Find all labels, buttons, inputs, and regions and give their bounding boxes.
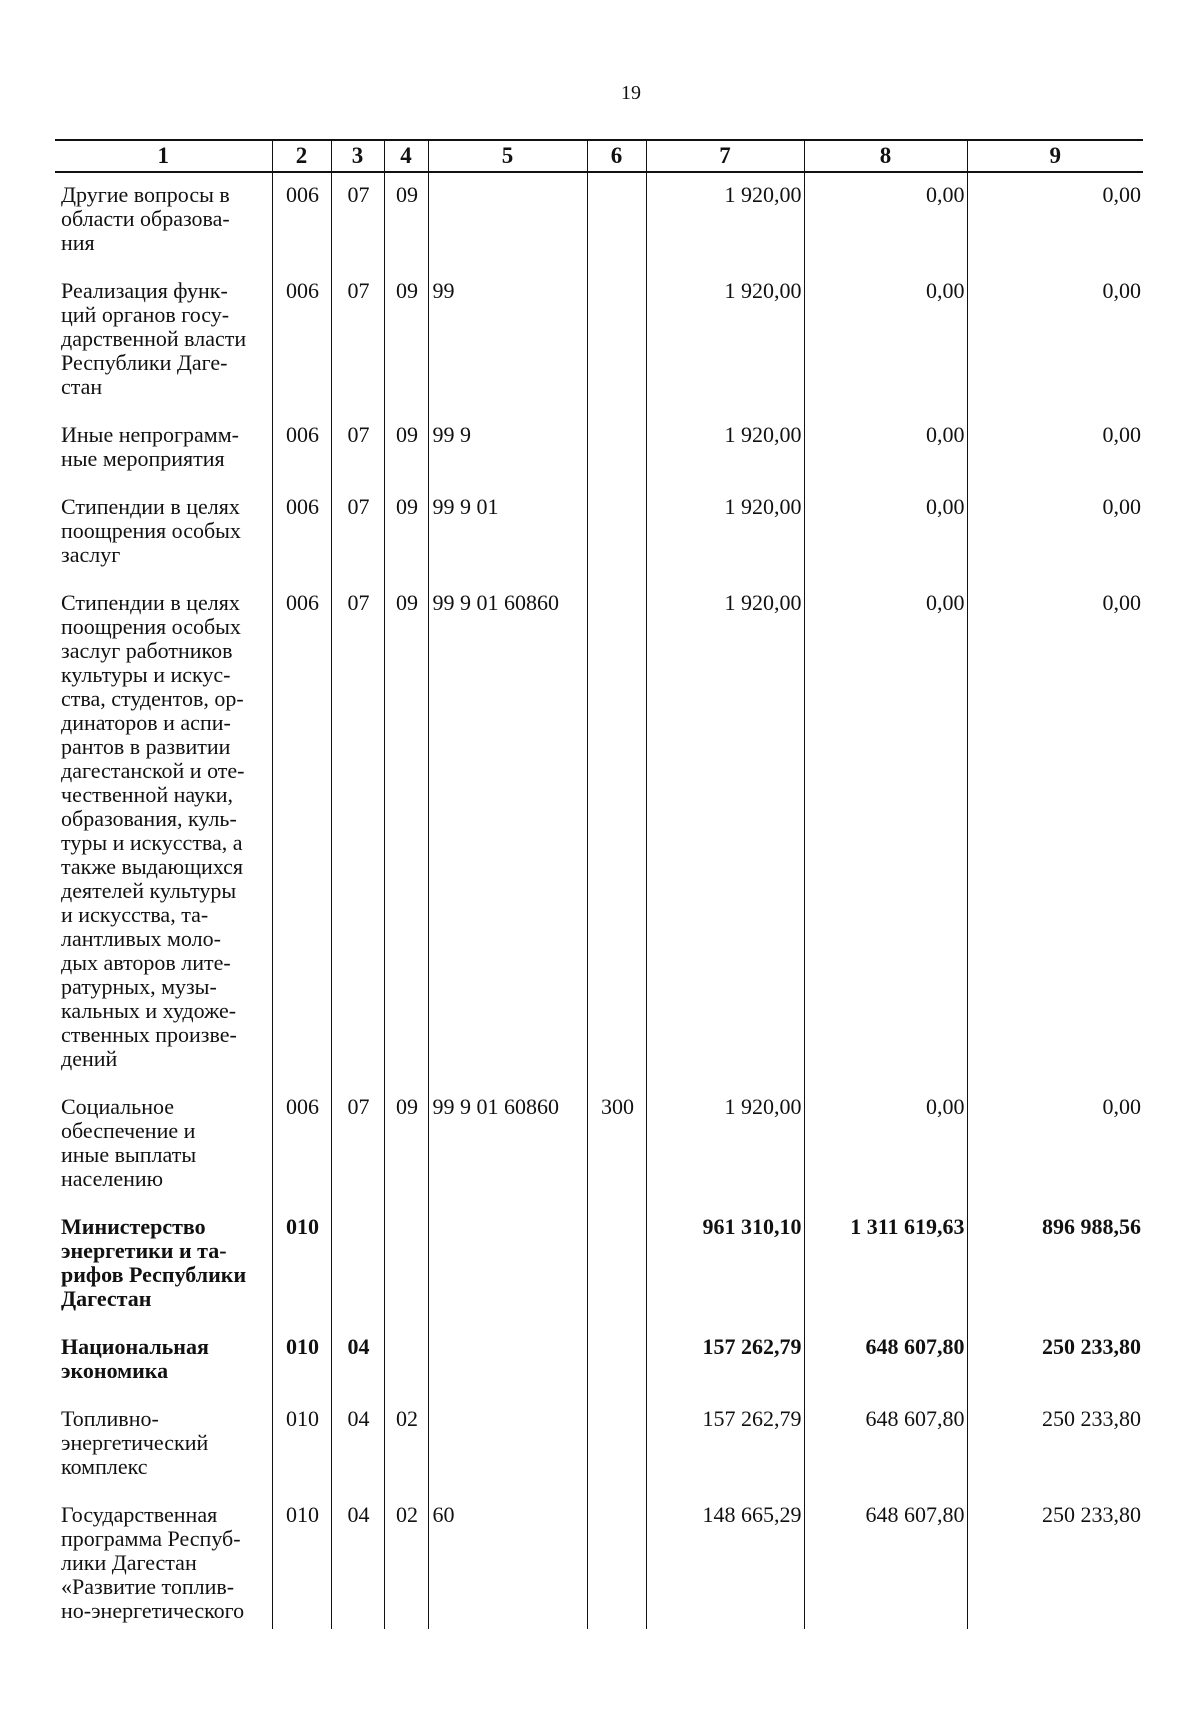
cell-amount-7: 1 920,00	[646, 485, 804, 581]
cell-amount-8: 0,00	[804, 413, 967, 485]
cell-amount-9: 0,00	[967, 1085, 1143, 1205]
cell-amount-9: 0,00	[967, 413, 1143, 485]
cell-ministry-code: 006	[272, 413, 331, 485]
cell-amount-9: 250 233,80	[967, 1325, 1143, 1397]
cell-expense-type: 300	[587, 1085, 646, 1205]
cell-target-item: 99 9 01	[428, 485, 587, 581]
cell-expense-type	[587, 172, 646, 269]
table-row	[55, 581, 1143, 1085]
cell-expense-type	[587, 485, 646, 581]
cell-target-item: 60	[428, 1493, 587, 1629]
cell-amount-9: 250 233,80	[967, 1397, 1143, 1493]
cell-subsection: 09	[384, 1085, 428, 1205]
row-name: Социальное обеспечение и иные выплаты населению	[61, 1094, 197, 1191]
cell-amount-9: 0,00	[967, 485, 1143, 581]
row-name: Реализация функ- ций органов госу- дарственной власти Республики Даге- стан	[61, 278, 247, 399]
cell-ministry-code: 010	[272, 1397, 331, 1493]
cell-amount-9: 0,00	[967, 172, 1143, 269]
row-name: Национальная экономика	[61, 1334, 209, 1383]
cell-expense-type	[587, 413, 646, 485]
cell-section: 04	[331, 1325, 384, 1397]
cell-subsection	[384, 1325, 428, 1397]
cell-ministry-code: 010	[272, 1325, 331, 1397]
cell-section	[331, 1205, 384, 1325]
cell-amount-7: 148 665,29	[646, 1493, 804, 1629]
cell-target-item: 99	[428, 269, 587, 413]
budget-table	[55, 139, 1143, 1629]
cell-amount-8: 0,00	[804, 269, 967, 413]
cell-amount-9: 0,00	[967, 269, 1143, 413]
cell-subsection: 09	[384, 485, 428, 581]
cell-ministry-code: 006	[272, 172, 331, 269]
cell-amount-7: 1 920,00	[646, 581, 804, 1085]
header-col-6: 6	[587, 140, 646, 172]
cell-target-item	[428, 172, 587, 269]
cell-amount-7: 1 920,00	[646, 413, 804, 485]
header-col-9: 9	[967, 140, 1143, 172]
table-row	[55, 413, 1143, 485]
cell-amount-7: 1 920,00	[646, 1085, 804, 1205]
cell-amount-8: 648 607,80	[804, 1325, 967, 1397]
cell-amount-7: 157 262,79	[646, 1397, 804, 1493]
cell-expense-type	[587, 1493, 646, 1629]
row-name: Министерство энергетики и та- рифов Республики Дагестан	[61, 1214, 247, 1311]
cell-target-item: 99 9 01 60860	[428, 1085, 587, 1205]
row-name: Топливно- энергетический комплекс	[61, 1406, 209, 1479]
cell-section: 04	[331, 1493, 384, 1629]
cell-ministry-code: 006	[272, 485, 331, 581]
row-name: Стипендии в целях поощрения особых заслуг	[61, 494, 241, 567]
cell-amount-8: 1 311 619,63	[804, 1205, 967, 1325]
cell-amount-9: 896 988,56	[967, 1205, 1143, 1325]
cell-amount-8: 0,00	[804, 1085, 967, 1205]
header-col-1: 1	[55, 140, 272, 172]
cell-expense-type	[587, 581, 646, 1085]
table-row	[55, 172, 1143, 269]
cell-amount-7: 961 310,10	[646, 1205, 804, 1325]
cell-expense-type	[587, 1205, 646, 1325]
cell-amount-8: 0,00	[804, 172, 967, 269]
cell-target-item: 99 9	[428, 413, 587, 485]
cell-amount-8: 648 607,80	[804, 1493, 967, 1629]
cell-amount-7: 1 920,00	[646, 172, 804, 269]
table-row	[55, 1085, 1143, 1205]
table-row	[55, 269, 1143, 413]
row-name: Иные непрограмм- ные мероприятия	[61, 422, 239, 471]
cell-section: 07	[331, 172, 384, 269]
cell-section: 04	[331, 1397, 384, 1493]
cell-section: 07	[331, 413, 384, 485]
cell-subsection: 09	[384, 172, 428, 269]
page-number: 19	[621, 82, 641, 104]
table-row	[55, 485, 1143, 581]
cell-expense-type	[587, 1325, 646, 1397]
cell-target-item	[428, 1397, 587, 1493]
row-name: Другие вопросы в области образова- ния	[61, 182, 230, 255]
table-row	[55, 1325, 1143, 1397]
cell-ministry-code: 006	[272, 1085, 331, 1205]
cell-section: 07	[331, 485, 384, 581]
header-col-8: 8	[804, 140, 967, 172]
cell-amount-8: 648 607,80	[804, 1397, 967, 1493]
cell-target-item	[428, 1205, 587, 1325]
cell-target-item	[428, 1325, 587, 1397]
cell-amount-8: 0,00	[804, 485, 967, 581]
cell-ministry-code: 010	[272, 1205, 331, 1325]
header-col-7: 7	[646, 140, 804, 172]
cell-expense-type	[587, 269, 646, 413]
table-row	[55, 1493, 1143, 1629]
cell-section: 07	[331, 581, 384, 1085]
cell-ministry-code: 006	[272, 581, 331, 1085]
table-row	[55, 1205, 1143, 1325]
cell-subsection: 09	[384, 269, 428, 413]
cell-section: 07	[331, 1085, 384, 1205]
cell-subsection	[384, 1205, 428, 1325]
cell-ministry-code: 010	[272, 1493, 331, 1629]
header-row	[55, 140, 1143, 172]
cell-subsection: 09	[384, 413, 428, 485]
header-col-4: 4	[384, 140, 428, 172]
table-row	[55, 1397, 1143, 1493]
row-name: Государственная программа Респуб- лики Дагестан «Развитие топлив- но-энергетического	[61, 1502, 245, 1623]
cell-target-item: 99 9 01 60860	[428, 581, 587, 1085]
cell-amount-8: 0,00	[804, 581, 967, 1085]
header-col-3: 3	[331, 140, 384, 172]
row-name: Стипендии в целях поощрения особых заслуг работников культуры и искус- ства, студентов, ор- динаторов и аспи- рантов в развитии дагестанской и оте- чественной науки, образования, куль- туры и искусства, а также выдающихся деятелей культуры и искусства, та- лантливых моло- дых авторов лите- ратурных, музы- кальных и художе- ственных произве- дений	[61, 590, 245, 1071]
cell-subsection: 09	[384, 581, 428, 1085]
cell-amount-7: 1 920,00	[646, 269, 804, 413]
cell-ministry-code: 006	[272, 269, 331, 413]
cell-subsection: 02	[384, 1493, 428, 1629]
cell-subsection: 02	[384, 1397, 428, 1493]
cell-amount-7: 157 262,79	[646, 1325, 804, 1397]
cell-section: 07	[331, 269, 384, 413]
header-col-5: 5	[428, 140, 587, 172]
cell-expense-type	[587, 1397, 646, 1493]
cell-amount-9: 0,00	[967, 581, 1143, 1085]
cell-amount-9: 250 233,80	[967, 1493, 1143, 1629]
header-col-2: 2	[272, 140, 331, 172]
